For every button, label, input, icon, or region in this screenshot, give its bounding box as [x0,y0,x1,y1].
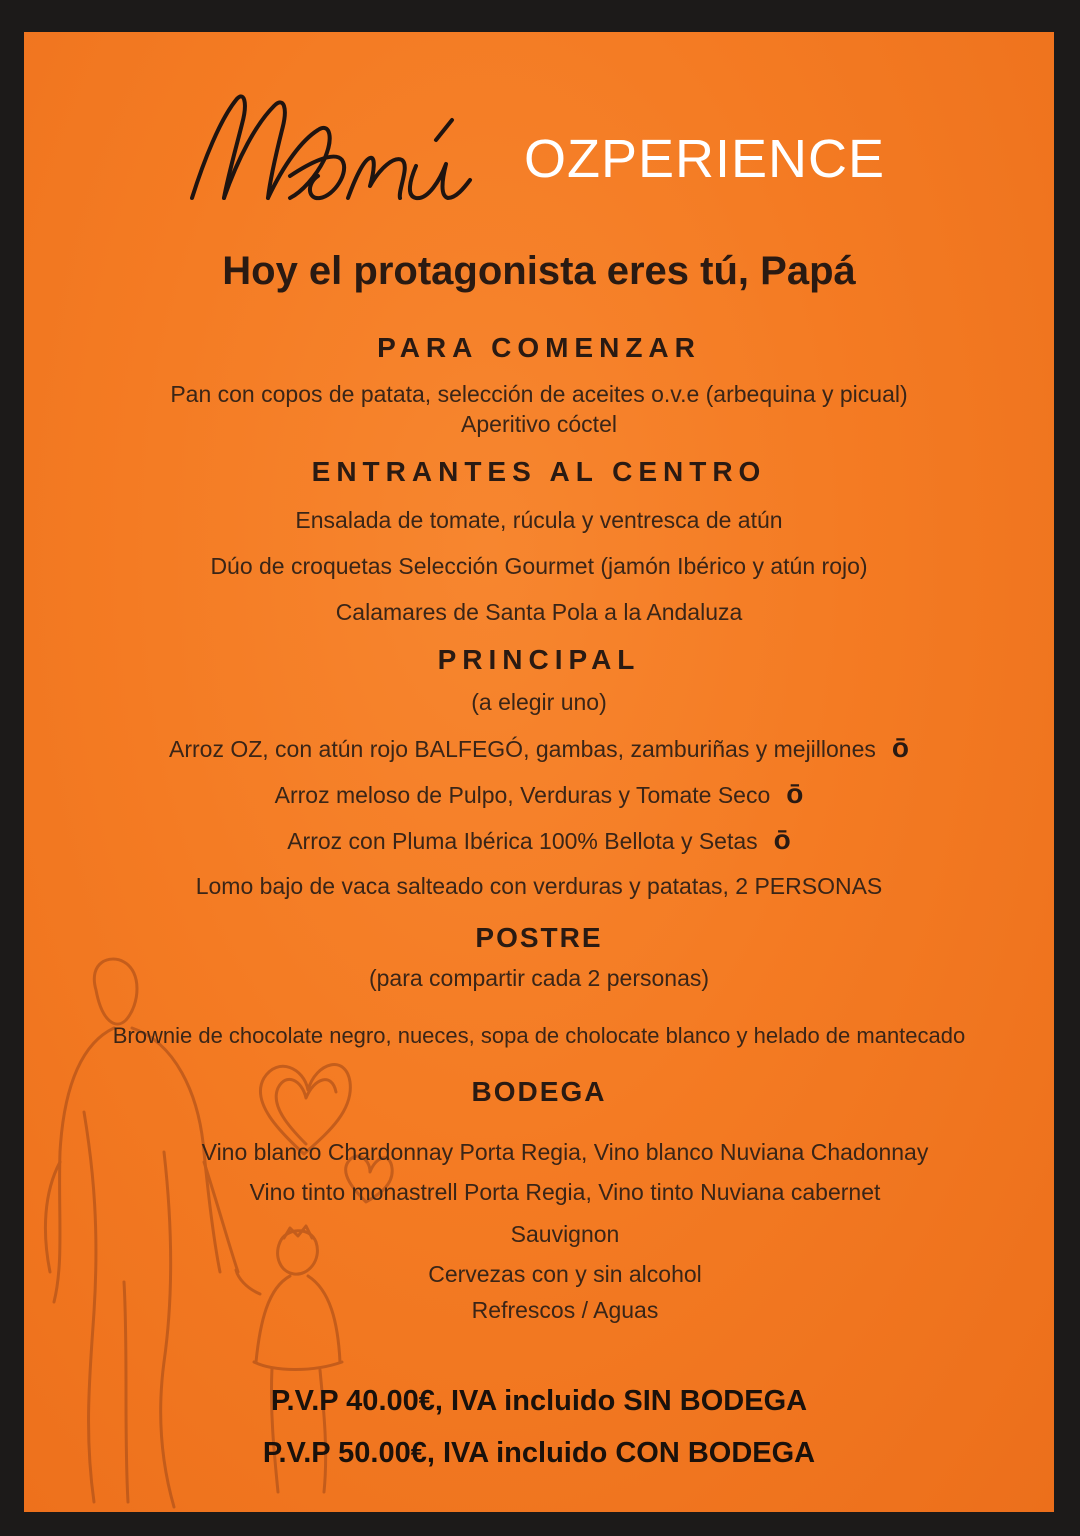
list-item: Pan con copos de patata, selección de aceites o.v.e (arbequina y picual) [170,381,908,407]
list-item: Vino blanco Chardonnay Porta Regia, Vino blanco Nuviana Chadonnay [201,1139,929,1165]
list-item: Sauvignon [510,1221,620,1247]
list-item: Aperitivo cóctel [461,411,617,437]
menu-script-title [184,80,544,220]
section-title-bodega: BODEGA [471,1076,607,1107]
headline: Hoy el protagonista eres tú, Papá [222,249,856,293]
list-item: Lomo bajo de vaca salteado con verduras y patatas, 2 PERSONAS [195,873,883,899]
section-note: (para compartir cada 2 personas) [368,965,710,991]
section-title-comenzar: PARA COMENZAR [377,332,701,363]
price-with-wine: P.V.P 50.00€, IVA incluido CON BODEGA [262,1437,816,1469]
list-item [24,734,1054,763]
section-title-entrantes: ENTRANTES AL CENTRO [311,456,767,487]
list-item [24,780,1054,809]
section-note: (a elegir uno) [471,689,607,715]
list-item: Calamares de Santa Pola a la Andaluza [335,599,743,625]
menu-card [24,32,1054,1512]
item-label: Arroz OZ, con atún rojo BALFEGÓ, gambas, zamburiñas y mejillones [169,736,876,762]
list-item: Cervezas con y sin alcohol [428,1261,702,1287]
list-item: Refrescos / Aguas [471,1297,659,1323]
list-item: Ensalada de tomate, rúcula y ventresca de atún [295,507,783,533]
seal-icon: ō [786,778,804,809]
list-item: Brownie de chocolate negro, nueces, sopa de cholocate blanco y helado de mantecado [112,1023,966,1048]
list-item [24,826,1054,855]
section-title-principal: PRINCIPAL [437,644,641,675]
item-label: Arroz con Pluma Ibérica 100% Bellota y Setas [287,828,758,854]
seal-icon: ō [891,732,909,763]
item-label: Arroz meloso de Pulpo, Verduras y Tomate Seco [274,782,771,808]
price-without-wine: P.V.P 40.00€, IVA incluido SIN BODEGA [270,1385,808,1417]
list-item: Vino tinto monastrell Porta Regia, Vino tinto Nuviana cabernet [249,1179,881,1205]
section-title-postre: POSTRE [475,922,603,953]
list-item: Dúo de croquetas Selección Gourmet (jamón Ibérico y atún rojo) [210,553,868,579]
brand-name: OZPERIENCE [524,129,886,189]
seal-icon: ō [773,824,791,855]
